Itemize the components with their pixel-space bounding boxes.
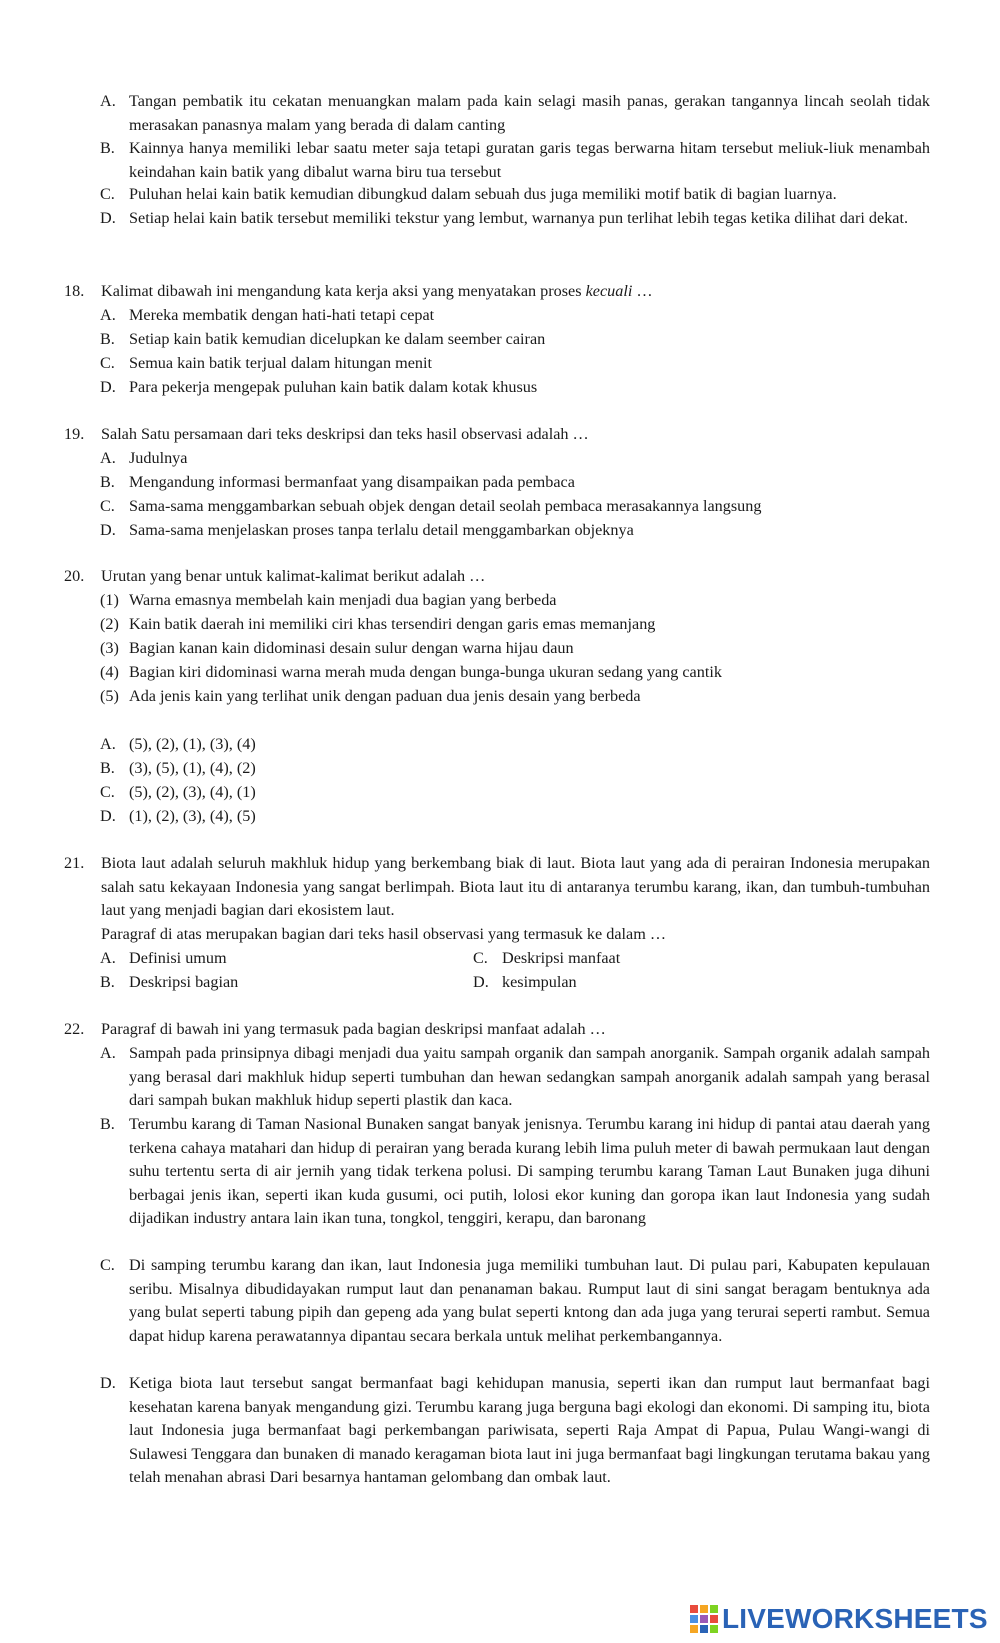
q22-stem [64,1018,930,1042]
q20-sentence-4 [100,661,930,685]
q21-question: Paragraf di atas merupakan bagian dari teks hasil observasi yang termasuk ke dalam … [101,925,667,943]
q22-option-a[interactable] [100,1042,930,1113]
option-text: Judulnya [129,449,188,467]
q19-option-c[interactable] [100,495,930,519]
question-number: 19. [64,425,85,443]
option-label: A. [100,92,116,110]
option-label: D. [100,1374,116,1392]
option-text: kesimpulan [502,973,577,991]
question-emphasis: kecuali [585,282,633,300]
option-label: A. [100,449,116,467]
q19-option-b[interactable] [100,471,930,495]
option-label: A. [100,1044,116,1062]
option-label: B. [100,1115,115,1133]
option-label: C. [100,185,115,203]
q21-stem [64,852,930,923]
option-text: Sama-sama menggambarkan sebuah objek dengan detail seolah pembaca merasakannya langsung [129,497,762,515]
q20-option-d[interactable] [100,805,930,829]
q20-sentence-5 [100,685,930,709]
option-text: Setiap kain batik kemudian dicelupkan ke dalam seember cairan [129,330,546,348]
logo-text: LIVEWORKSHEETS [722,1603,988,1634]
q22-option-c[interactable] [100,1254,930,1348]
q21-option-c[interactable] [473,947,833,971]
option-text: (3), (5), (1), (4), (2) [129,759,256,777]
option-label: B. [100,330,115,348]
q21-option-a[interactable] [100,947,460,971]
q21-option-d[interactable] [473,971,833,995]
sentence-text: Bagian kiri didominasi warna merah muda dengan bunga-bunga ukuran sedang yang cantik [129,663,722,681]
option-text: (1), (2), (3), (4), (5) [129,807,256,825]
sentence-text: Ada jenis kain yang terlihat unik dengan paduan dua jenis desain yang berbeda [129,687,641,705]
option-label: D. [100,378,116,396]
question-text: Biota laut adalah seluruh makhluk hidup yang berkembang biak di laut. Biota laut yang ada di perairan Indonesia merupakan salah satu kekayaan Indonesia yang sangat berlimpah. Biota laut itu di antaranya terumbu karang, ikan, dan tumbuh-tumbuhan laut yang menjadi bagian dari ekosistem laut. [101,854,930,919]
q20-sentence-3 [100,637,930,661]
option-label: B. [100,473,115,491]
option-text: Terumbu karang di Taman Nasional Bunaken sangat banyak jenisnya. Terumbu karang ini hidup di pantai atau daerah yang terkena cahaya matahari dan hidup di perairan yang berada kurang lebih lima puluh meter di bawah permukaan laut dengan suhu tertentu serta di air jernih yang tidak terkena polusi. Di samping terumbu karang Taman Laut Bunaken juga dihuni berbagai jenis ikan, seperti ikan kuda gusumi, oci putih, lolosi ekor kuning dan goropa ikan laut Indonesia yang sudah dijadikan industry antara lain ikan tuna, tongkol, tenggiri, kerapu, dan baronang [129,1115,930,1227]
option-label: A. [100,306,116,324]
question-number: 20. [64,567,85,585]
option-label: B. [100,139,115,157]
question-text: Urutan yang benar untuk kalimat-kalimat berikut adalah … [101,567,486,585]
q20-option-b[interactable] [100,757,930,781]
option-label: B. [100,759,115,777]
option-text: Para pekerja mengepak puluhan kain batik dalam kotak khusus [129,378,538,396]
option-text: Sampah pada prinsipnya dibagi menjadi dua yaitu sampah organik dan sampah anorganik. Sampah organik adalah sampah yang berasal dari makhluk hidup seperti tumbuhan dan hewan sedangkan sampah anorganik adalah sampah yang berasal dari sampah bukan makhluk hidup seperti plastik dan kaca. [129,1044,930,1109]
sentence-label: (1) [100,591,119,609]
sentence-text: Kain batik daerah ini memiliki ciri khas tersendiri dengan garis emas memanjang [129,615,656,633]
option-label: C. [100,354,115,372]
sentence-text: Warna emasnya membelah kain menjadi dua bagian yang berbeda [129,591,557,609]
option-text: (5), (2), (3), (4), (1) [129,783,256,801]
option-text: Setiap helai kain batik tersebut memiliki tekstur yang lembut, warnanya pun terlihat lebih tegas ketika dilihat dari dekat. [129,209,909,227]
q22-option-b[interactable] [100,1113,930,1231]
q18-option-a[interactable] [100,304,930,328]
q18-option-c[interactable] [100,352,930,376]
sentence-label: (4) [100,663,119,681]
option-label: D. [100,807,116,825]
option-text: Kainnya hanya memiliki lebar saatu meter saja tetapi guratan garis tegas berwarna hitam tersebut meliuk-liuk menambah keindahan kain batik yang dibalut warna biru tua tersebut [129,139,930,181]
question-text: Kalimat dibawah ini mengandung kata kerja aksi yang menyatakan proses [101,282,582,300]
sentence-text: Bagian kanan kain didominasi desain sulur dengan warna hijau daun [129,639,574,657]
option-label: D. [100,521,116,539]
option-label: D. [100,209,116,227]
option-text: Ketiga biota laut tersebut sangat bermanfaat bagi kehidupan manusia, seperti ikan dan rumput laut bermanfaat bagi kesehatan karena banyak mengandung gizi. Terumbu karang juga berguna bagi ekologi dan ekonomi. Di samping itu, biota laut Indonesia juga bermanfaat bagi perkembangan pariwisata, seperti Raja Ampat di Papua, Pulau Wangi-wangi di Sulawesi Tenggara dan bunaken di manado keragaman biota laut ini juga bermanfaat bagi lingkungan terutama bakau yang telah menahan abrasi Dari besarnya hantaman gelombang dan ombak laut. [129,1374,930,1486]
option-text: Di samping terumbu karang dan ikan, laut Indonesia juga memiliki tumbuhan laut. Di pulau pari, Kabupaten kepulauan seribu. Misalnya dibudidayakan rumput laut dan penanaman bakau. Rumput laut di sini sangat beragam bentuknya ada yang bulat seperti tabung pipih dan gepeng ada yang bulat seperti kntong dan ada juga yang terurai seperti rambut. Semua dapat hidup karena perawatannya dipantau secara berkala untuk melihat perkembangannya. [129,1256,930,1345]
question-ellipsis: … [636,282,653,300]
q20-option-a[interactable] [100,733,930,757]
option-text: Mengandung informasi bermanfaat yang disampaikan pada pembaca [129,473,575,491]
question-number: 21. [64,854,85,872]
q19-option-d[interactable] [100,519,930,543]
q17-option-b[interactable] [100,137,930,184]
option-label: C. [100,1256,115,1274]
q18-option-b[interactable] [100,328,930,352]
option-text: Semua kain batik terjual dalam hitungan menit [129,354,432,372]
option-label: C. [100,497,115,515]
option-text: (5), (2), (1), (3), (4) [129,735,256,753]
q17-option-d[interactable] [100,207,930,231]
liveworksheets-grid-icon [690,1605,718,1633]
question-text: Paragraf di bawah ini yang termasuk pada bagian deskripsi manfaat adalah … [101,1020,606,1038]
option-label: B. [100,973,115,991]
option-text: Sama-sama menjelaskan proses tanpa terlalu detail menggambarkan objeknya [129,521,634,539]
q17-option-c[interactable] [100,183,930,207]
option-text: Mereka membatik dengan hati-hati tetapi cepat [129,306,435,324]
q20-option-c[interactable] [100,781,930,805]
q17-option-a[interactable] [100,90,930,137]
q20-stem [64,565,930,589]
option-text: Deskripsi manfaat [502,949,621,967]
option-label: D. [473,973,489,991]
option-label: C. [100,783,115,801]
q20-sentence-1 [100,589,930,613]
q18-option-d[interactable] [100,376,930,400]
q21-option-b[interactable] [100,971,460,995]
q19-stem [64,423,930,447]
option-label: A. [100,949,116,967]
sentence-label: (3) [100,639,119,657]
question-number: 22. [64,1020,85,1038]
q18-stem [64,280,930,304]
q19-option-a[interactable] [100,447,930,471]
q20-sentence-2 [100,613,930,637]
option-text: Definisi umum [129,949,227,967]
option-text: Deskripsi bagian [129,973,239,991]
option-label: C. [473,949,488,967]
sentence-label: (2) [100,615,119,633]
option-text: Tangan pembatik itu cekatan menuangkan malam pada kain selagi masih panas, gerakan tangannya lincah seolah tidak merasakan panasnya malam yang berada di dalam canting [129,92,930,134]
question-number: 18. [64,282,85,300]
q22-option-d[interactable] [100,1372,930,1490]
sentence-label: (5) [100,687,119,705]
question-text: Salah Satu persamaan dari teks deskripsi dan teks hasil observasi adalah … [101,425,589,443]
option-label: A. [100,735,116,753]
option-text: Puluhan helai kain batik kemudian dibungkud dalam sebuah dus juga memiliki motif batik di bagian luarnya. [129,185,837,203]
liveworksheets-logo[interactable] [690,1601,988,1637]
